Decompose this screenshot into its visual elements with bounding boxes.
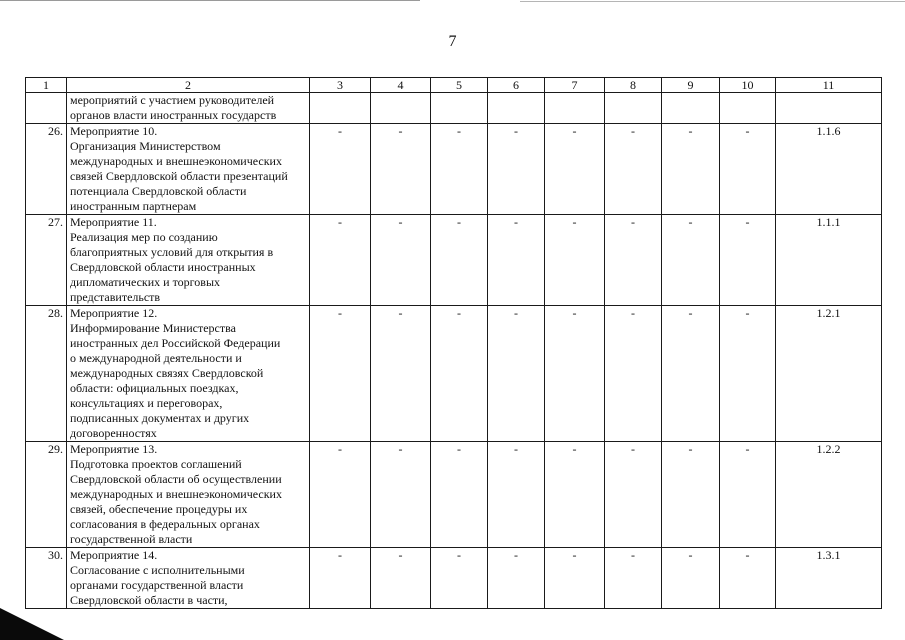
table-row-continuation (26, 93, 882, 124)
empty-cell (605, 93, 662, 124)
text-line: потенциала Свердловской области (70, 184, 247, 198)
value-cell: - (431, 442, 488, 548)
value-cell: - (662, 124, 720, 215)
empty-cell (371, 93, 431, 124)
empty-cell (545, 93, 605, 124)
text-line: Мероприятие 12. (70, 306, 158, 320)
text-line: благоприятных условий для открытия в (70, 245, 274, 259)
table-row (26, 306, 882, 442)
text-line: договоренностях (70, 426, 157, 440)
row-number-cell: 30. (26, 548, 67, 609)
value-cell: - (310, 215, 371, 306)
row-number-cell: 29. (26, 442, 67, 548)
value-cell: - (371, 215, 431, 306)
value-cell: - (488, 442, 545, 548)
measures-table (25, 77, 882, 609)
value-cell: - (605, 306, 662, 442)
text-line: связей, обеспечение процедуры их (70, 502, 248, 516)
value-cell: - (310, 442, 371, 548)
table-row (26, 442, 882, 548)
row-text-cell (67, 442, 310, 548)
value-cell: - (488, 124, 545, 215)
value-cell: - (720, 548, 776, 609)
text-line: Мероприятие 11. (70, 215, 157, 229)
text-line: государственной власти (70, 532, 193, 546)
value-cell: - (488, 215, 545, 306)
text-line: Информирование Министерства (70, 321, 236, 335)
row-number-cell: 28. (26, 306, 67, 442)
text-line: подписанных документах и других (70, 411, 250, 425)
value-cell: - (371, 306, 431, 442)
value-cell: - (431, 306, 488, 442)
value-cell: - (545, 306, 605, 442)
scan-top-edge-line (0, 0, 420, 1)
table-row (26, 548, 882, 609)
empty-cell (662, 93, 720, 124)
value-cell: - (605, 215, 662, 306)
value-cell: - (662, 548, 720, 609)
column-header: 8 (605, 78, 662, 93)
empty-cell (310, 93, 371, 124)
column-header: 1 (26, 78, 67, 93)
text-line: международных и внешнеэкономических (70, 154, 282, 168)
target-code-cell: 1.1.1 (776, 215, 882, 306)
text-line: связей Свердловской области презентаций (70, 169, 288, 183)
value-cell: - (545, 124, 605, 215)
text-line: о международной деятельности и (70, 351, 242, 365)
text-line: дипломатических и торговых (70, 275, 220, 289)
text-line: Организация Министерством (70, 139, 221, 153)
table-header-row (26, 78, 882, 93)
text-line: Согласование с исполнительными (70, 563, 245, 577)
value-cell: - (431, 124, 488, 215)
row-number-cell: 26. (26, 124, 67, 215)
scan-corner-shadow (0, 608, 64, 640)
text-line: консультациях и переговорах, (70, 396, 223, 410)
page-number: 7 (448, 33, 457, 50)
column-header: 9 (662, 78, 720, 93)
value-cell: - (662, 215, 720, 306)
row-text-cell (67, 548, 310, 609)
text-line: Реализация мер по созданию (70, 230, 218, 244)
text-line: Мероприятие 14. (70, 548, 158, 562)
column-header: 3 (310, 78, 371, 93)
value-cell: - (488, 548, 545, 609)
column-header: 2 (67, 78, 310, 93)
text-line: представительств (70, 290, 161, 304)
table-row (26, 124, 882, 215)
text-line: иностранным партнерам (70, 199, 197, 213)
value-cell: - (310, 124, 371, 215)
value-cell: - (488, 306, 545, 442)
value-cell: - (605, 442, 662, 548)
value-cell: - (720, 442, 776, 548)
table-row (26, 215, 882, 306)
scan-top-edge-line (520, 1, 905, 2)
column-header: 5 (431, 78, 488, 93)
text-line: международных связях Свердловской (70, 366, 264, 380)
text-line: Свердловской области об осуществлении (70, 472, 282, 486)
column-header: 6 (488, 78, 545, 93)
value-cell: - (431, 548, 488, 609)
text-line: органов власти иностранных государств (70, 108, 277, 122)
text-line: области: официальных поездках, (70, 381, 239, 395)
text-line: согласования в федеральных органах (70, 517, 260, 531)
text-line: Мероприятие 13. (70, 442, 158, 456)
value-cell: - (545, 442, 605, 548)
column-header: 4 (371, 78, 431, 93)
row-text-cell (67, 93, 310, 124)
value-cell: - (310, 548, 371, 609)
row-text-cell (67, 124, 310, 215)
text-line: Свердловской области иностранных (70, 260, 256, 274)
value-cell: - (662, 442, 720, 548)
value-cell: - (720, 124, 776, 215)
target-code-cell: 1.2.1 (776, 306, 882, 442)
value-cell: - (371, 548, 431, 609)
text-line: международных и внешнеэкономических (70, 487, 282, 501)
value-cell: - (720, 306, 776, 442)
text-line: мероприятий с участием руководителей (70, 93, 275, 107)
target-code-cell: 1.3.1 (776, 548, 882, 609)
value-cell: - (545, 548, 605, 609)
value-cell: - (310, 306, 371, 442)
row-number-cell (26, 93, 67, 124)
empty-cell (488, 93, 545, 124)
empty-cell (776, 93, 882, 124)
value-cell: - (720, 215, 776, 306)
target-code-cell: 1.2.2 (776, 442, 882, 548)
value-cell: - (605, 124, 662, 215)
row-number-cell: 27. (26, 215, 67, 306)
text-line: Свердловской области в части, (70, 593, 228, 607)
value-cell: - (605, 548, 662, 609)
column-header: 10 (720, 78, 776, 93)
text-line: иностранных дел Российской Федерации (70, 336, 281, 350)
value-cell: - (545, 215, 605, 306)
target-code-cell: 1.1.6 (776, 124, 882, 215)
value-cell: - (662, 306, 720, 442)
row-text-cell (67, 215, 310, 306)
empty-cell (720, 93, 776, 124)
text-line: Подготовка проектов соглашений (70, 457, 242, 471)
text-line: органами государственной власти (70, 578, 244, 592)
value-cell: - (371, 124, 431, 215)
empty-cell (431, 93, 488, 124)
column-header: 11 (776, 78, 882, 93)
value-cell: - (371, 442, 431, 548)
text-line: Мероприятие 10. (70, 124, 158, 138)
value-cell: - (431, 215, 488, 306)
row-text-cell (67, 306, 310, 442)
column-header: 7 (545, 78, 605, 93)
